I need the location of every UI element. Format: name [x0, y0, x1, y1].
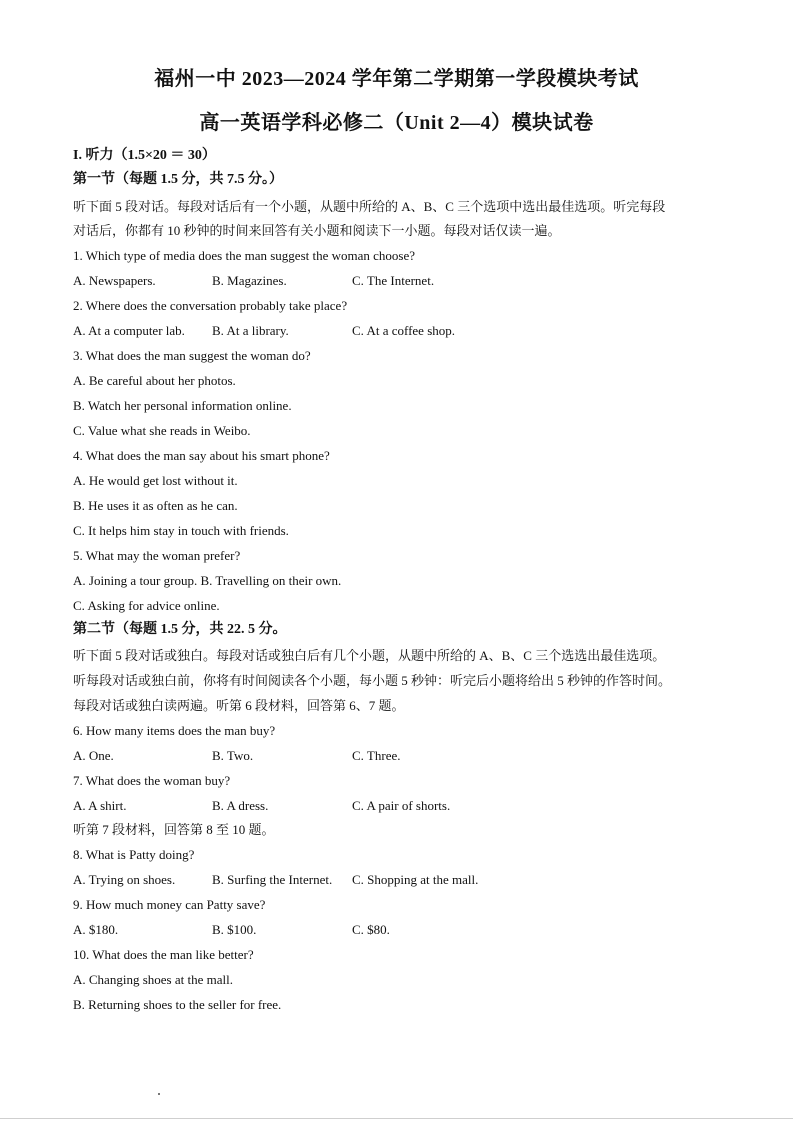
page-bottom-rule [0, 1118, 793, 1119]
option-a: A. $180. [73, 922, 119, 937]
question-4-stem: 4. What does the man say about his smart phone? [73, 448, 330, 463]
option-b: B. Surfing the Internet. [212, 872, 333, 887]
option-b: B. At a library. [212, 323, 289, 338]
part1-heading: 第一节（每题 1.5 分，共 7.5 分。） [73, 172, 283, 187]
option-c: C. Shopping at the mall. [352, 872, 479, 887]
scan-dot [158, 1093, 160, 1095]
part2-instruction-line3: 每段对话或独白读两遍。听第 6 段材料，回答第 6、7 题。 [73, 698, 405, 713]
question-9-stem: 9. How much money can Patty save? [73, 897, 266, 912]
exam-title: 福州一中 2023—2024 学年第二学期第一学段模块考试 [154, 68, 639, 90]
option-c: C. Asking for advice online. [73, 598, 220, 613]
option-a: A. A shirt. [73, 798, 127, 813]
part2-instruction-line1: 听下面 5 段对话或独白。每段对话或独白后有几个小题，从题中所给的 A、B、C 三个选选出最佳选项。 [73, 648, 666, 663]
question-5-stem: 5. What may the woman prefer? [73, 548, 241, 563]
option-c: C. Three. [352, 748, 401, 763]
question-3-stem: 3. What does the man suggest the woman do? [73, 348, 311, 363]
option-a: A. Changing shoes at the mall. [73, 972, 233, 987]
option-a-b: A. Joining a tour group. B. Travelling on their own. [73, 573, 342, 588]
option-a: A. Newspapers. [73, 273, 156, 288]
option-a: A. He would get lost without it. [73, 473, 238, 488]
material-7-note: 听第 7 段材料，回答第 8 至 10 题。 [73, 822, 275, 837]
option-b: B. Magazines. [212, 273, 287, 288]
option-c: C. $80. [352, 922, 390, 937]
part1-instruction-line2: 对话后，你都有 10 秒钟的时间来回答有关小题和阅读下一小题。每段对话仅读一遍。 [73, 223, 561, 238]
option-b: B. He uses it as often as he can. [73, 498, 238, 513]
question-7-stem: 7. What does the woman buy? [73, 773, 231, 788]
exam-subtitle: 高一英语学科必修二（Unit 2—4）模块试卷 [199, 112, 594, 134]
option-a: A. At a computer lab. [73, 323, 185, 338]
part1-instruction-line1: 听下面 5 段对话。每段对话后有一个小题，从题中所给的 A、B、C 三个选项中选出最佳选项。听完每段 [73, 199, 666, 214]
option-b: B. Returning shoes to the seller for free. [73, 997, 282, 1012]
option-c: C. The Internet. [352, 273, 435, 288]
question-6-stem: 6. How many items does the man buy? [73, 723, 276, 738]
question-1-stem: 1. Which type of media does the man suggest the woman choose? [73, 248, 416, 263]
question-10-stem: 10. What does the man like better? [73, 947, 254, 962]
option-c: C. Value what she reads in Weibo. [73, 423, 251, 438]
option-b: B. A dress. [212, 798, 269, 813]
option-c: C. It helps him stay in touch with friends. [73, 523, 289, 538]
part2-instruction-line2: 听每段对话或独白前，你将有时间阅读各个小题，每小题 5 秒钟：听完后小题将给出 5 秒钟的作答时间。 [73, 673, 672, 688]
section-heading-listening: I. 听力（1.5×20 ＝ 30） [73, 148, 216, 163]
question-2-stem: 2. Where does the conversation probably take place? [73, 298, 348, 313]
option-b: B. Two. [212, 748, 254, 763]
option-c: C. A pair of shorts. [352, 798, 451, 813]
question-8-stem: 8. What is Patty doing? [73, 847, 195, 862]
option-b: B. $100. [212, 922, 257, 937]
option-c: C. At a coffee shop. [352, 323, 456, 338]
option-a: A. Be careful about her photos. [73, 373, 236, 388]
part2-heading: 第二节（每题 1.5 分，共 22. 5 分。 [73, 622, 287, 637]
option-a: A. One. [73, 748, 114, 763]
option-a: A. Trying on shoes. [73, 872, 176, 887]
option-b: B. Watch her personal information online. [73, 398, 292, 413]
